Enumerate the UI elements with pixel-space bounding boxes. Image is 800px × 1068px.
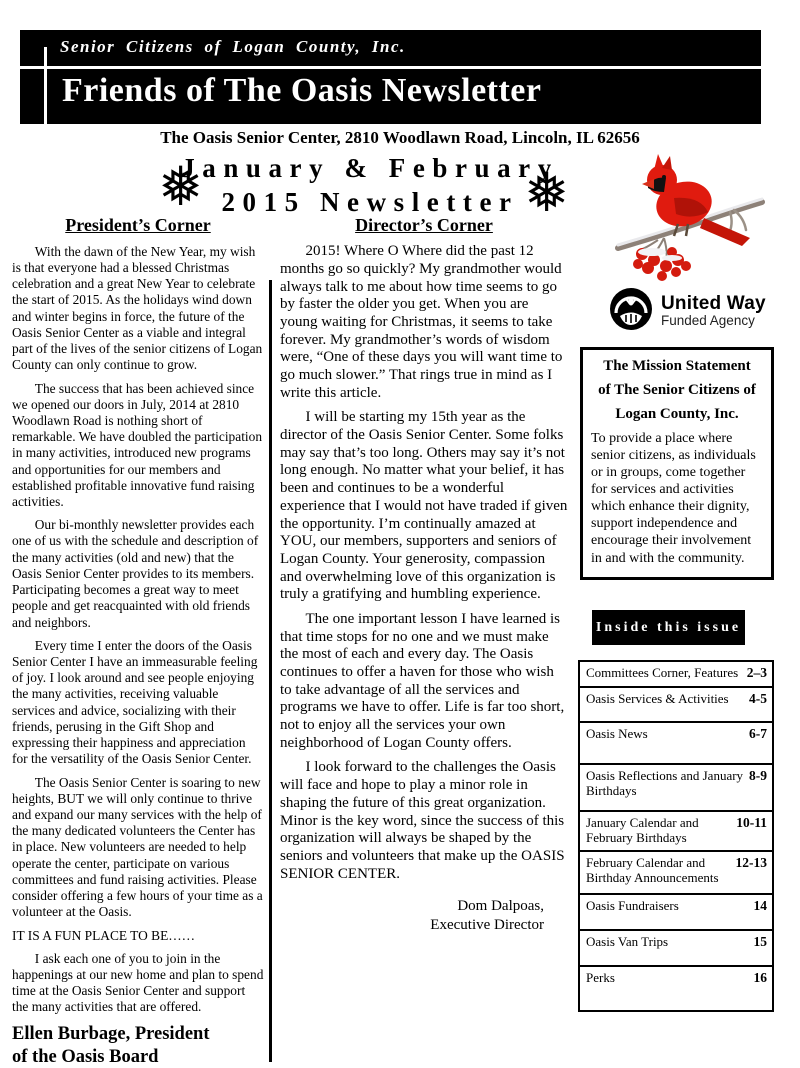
toc-item-pages: 8-9	[749, 768, 767, 783]
united-way-name: United Way	[661, 292, 766, 314]
mission-body: To provide a place where senior citizens, as individuals or in groups, come together for services and activities which enhance their dignity, support independence and encourage their involvement in and with the community.	[591, 431, 756, 566]
president-signature-line1: Ellen Burbage, President	[12, 1023, 210, 1044]
toc-item-title: February Calendar and Birthday Announcements	[586, 855, 719, 886]
newsletter-title: Friends of The Oasis Newsletter	[62, 72, 542, 109]
director-signature-line1: Dom Dalpoas,	[457, 898, 544, 915]
issue-date-line1: January & February	[181, 153, 559, 183]
director-signature	[280, 897, 568, 935]
fun-place-line: IT IS A FUN PLACE TO BE……	[12, 927, 196, 943]
toc-row	[580, 895, 772, 931]
toc-item-pages: 12-13	[735, 855, 767, 870]
united-way-block	[608, 286, 766, 337]
toc-item-title: Perks	[586, 970, 615, 985]
toc-row	[580, 967, 772, 1010]
toc-item-pages: 10-11	[736, 815, 767, 830]
presidents-corner-paragraph: The success that has been achieved since we opened our doors in July, 2014 at 2810 Woodlawn Road is nothing short of remarkable. We have doubled the participation in many activities, introduced new programs and opportunities for our members and established profitable innovative fund raising activities.	[12, 380, 263, 510]
presidents-corner-paragraph: Our bi-monthly newsletter provides each one of us with the schedule and description of the many activities (old and new) that the Oasis Senior Center provides to its members. Participating becomes a great way to meet people and get reacquainted with old friends and neighbors.	[12, 517, 259, 630]
toc-item-pages: 15	[753, 934, 767, 949]
directors-corner-heading: Director’s Corner	[355, 215, 493, 235]
toc-row	[580, 812, 772, 852]
toc-row	[580, 931, 772, 967]
mission-heading-line2: of The Senior Citizens of	[598, 382, 756, 398]
toc-item-title: Oasis Reflections and January Birthdays	[586, 768, 744, 799]
directors-corner-paragraph: I will be starting my 15th year as the director of the Oasis Senior Center. Some folks may say that’s too long. Others may say it’s not long enough. No matter what your belief, it has been and continues to be a wonderful experience that I would not have traded if given the opportunity. I’m continually amazed at YOU, our members, supporters and seniors of Logan County. Your generosity, compassion and overwhelming love of this organization is truly a gratifying and humbling experience.	[280, 409, 568, 603]
snowflake-icon: ❅	[524, 163, 570, 223]
snowflake-icon: ❅	[158, 157, 204, 217]
masthead-vertical-rule	[44, 47, 47, 131]
united-way-subtitle: Funded Agency	[661, 312, 755, 328]
toc-item-title: January Calendar and February Birthdays	[586, 815, 699, 846]
toc-item-title: Oasis Fundraisers	[586, 898, 679, 913]
toc-row	[580, 723, 772, 765]
inside-this-issue-banner: Inside this issue	[592, 610, 745, 645]
united-way-logo-icon	[608, 286, 654, 337]
presidents-corner-heading: President’s Corner	[65, 215, 211, 235]
toc-item-pages: 4-5	[749, 691, 767, 706]
masthead-horizontal-rule	[20, 66, 761, 69]
mission-heading-line1: The Mission Statement	[603, 358, 751, 374]
toc-row	[580, 765, 772, 812]
masthead-banner	[20, 30, 761, 124]
directors-corner-paragraph: The one important lesson I have learned is that time stops for no one and we must make the most of each and every day. The Oasis continues to offer a haven for those who wish to take advantage of all the services and programs we have to offer. Life is far too short, not to enjoy all the services your own neighborhood of Logan County offers.	[280, 610, 565, 751]
toc-item-pages: 16	[753, 970, 767, 985]
president-signature	[12, 1023, 264, 1068]
toc-row	[580, 662, 772, 688]
mission-heading-line3: Logan County, Inc.	[615, 406, 739, 422]
directors-corner-paragraph: 2015! Where O Where did the past 12 months go so quickly? My grandmother would always talk to me about how time seems to go by faster the older you get. When you are young waiting for Christmas, it seems to take forever. My grandmother’s words of wisdom were, “One of these days you will want time to go much slower.” That rings true in mind as I write this article.	[280, 243, 563, 401]
cardinal-bird-illustration	[612, 146, 768, 286]
presidents-corner-paragraph: I ask each one of you to join in the happenings at our new home and plan to spend time at the Oasis Senior Center and support the many activities that are offered.	[12, 950, 264, 1015]
directors-corner-paragraph: I look forward to the challenges the Oasis will face and hope to play a minor role in shaping the future of this great organization. Minor is the key word, since the success of this organization will always be shaped by the seniors and volunteers that make up the OASIS SENIOR CENTER.	[280, 759, 565, 882]
toc-row	[580, 688, 772, 723]
presidents-corner-paragraph: The Oasis Senior Center is soaring to new heights, BUT we will only continue to thrive and expand our many services with the help of the many dedicated volunteers the Center has in place. New volunteers are needed to help operate the center, participate on various committees and fund raising activities. Please consider offering a few hours of your time as a volunteer at the Oasis.	[12, 774, 263, 920]
presidents-corner-column	[12, 215, 264, 1068]
toc-item-pages: 2–3	[746, 665, 767, 680]
presidents-corner-paragraph: Every time I enter the doors of the Oasis Senior Center I have an immeasurable feeling of joy. I look around and see people enjoying the many activities, receiving valuable services and advice, socializing with their friends, perusing in the Gift Shop and expressing their happiness and appreciation for the versatility of the Oasis Senior Center.	[12, 637, 258, 767]
toc-item-title: Oasis Van Trips	[586, 934, 669, 949]
toc-item-pages: 14	[753, 898, 767, 913]
presidents-corner-paragraph: With the dawn of the New Year, my wish is that everyone had a blessed Christmas celebration and a great New Year to celebrate the start of 2015. As the holidays wind down and winter begins in force, the future of the Oasis Senior Center as a viable and integral part of the lives of the senior citizens of Logan County can only continue to grow.	[12, 243, 263, 373]
president-signature-line2: of the Oasis Board	[12, 1046, 159, 1067]
toc-item-title: Oasis Services & Activities	[586, 691, 729, 706]
center-address: The Oasis Senior Center, 2810 Woodlawn Road, Lincoln, IL 62656	[160, 128, 640, 147]
mission-statement-box	[580, 347, 774, 580]
toc-item-pages: 6-7	[749, 726, 767, 741]
table-of-contents	[578, 660, 774, 1012]
directors-corner-column	[280, 215, 568, 935]
toc-row	[580, 852, 772, 895]
toc-item-title: Committees Corner, Features	[586, 665, 739, 680]
director-signature-line2: Executive Director	[430, 917, 544, 934]
issue-date-line2: 2015 Newsletter	[221, 186, 519, 217]
toc-item-title: Oasis News	[586, 726, 648, 741]
organization-name: Senior Citizens of Logan County, Inc.	[60, 37, 406, 56]
column-divider-rule	[269, 280, 272, 1062]
united-way-text	[661, 294, 766, 329]
